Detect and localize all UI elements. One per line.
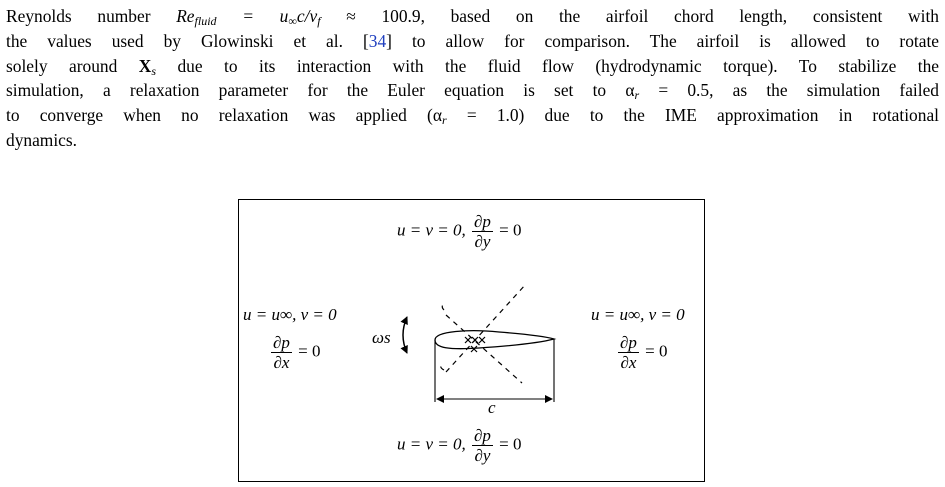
left-pressure-condition: $\frac{\partial p}{\partial x}$ = 0 [273, 333, 321, 372]
citation-link[interactable]: 34 [368, 30, 387, 51]
rotation-speed-label: ωs [372, 328, 391, 347]
top-boundary-condition: u = v = 0, $\frac{\partial p}{\partial y}$ = 0 [397, 212, 522, 251]
paragraph-line-2: the values used by Glowinski et al. [34] to allow for comparison. The airfoil is allowed to rotate [6, 30, 940, 51]
body-paragraph [6, 4, 939, 153]
paragraph-line-4: simulation, a relaxation parameter for the Euler equation is set to $\alpha_r = 0.5$, as the simulation failed [6, 80, 939, 103]
paragraph-line-1: Reynolds number $Re_{fluid} = u_\infty c/\nu_f \approx 100.9$, based on the airfoil chord length, consistent with [6, 6, 939, 28]
right-boundary-condition: u = u∞, v = 0 [591, 305, 685, 324]
center-markers-icon [465, 337, 485, 352]
left-boundary-condition: u = u∞, v = 0 [243, 305, 337, 324]
chord-length-label: c [488, 398, 496, 417]
airfoil-diagram-drawing [239, 200, 704, 481]
paragraph-line-3: solely around $X_s$ due to its interaction with the fluid flow (hydrodynamic torque). To stabilize the [6, 55, 939, 78]
airfoil-domain-figure [238, 199, 705, 482]
paragraph-line-6: dynamics. [6, 129, 77, 150]
bottom-boundary-condition: u = v = 0, $\frac{\partial p}{\partial y}$ = 0 [397, 426, 522, 465]
airfoil-shape [435, 331, 554, 349]
paragraph-line-5: to converge when no relaxation was applied $(\alpha_r = 1.0)$ due to the IME approximation in rotational [6, 105, 939, 128]
rotation-arrow-icon [403, 317, 407, 353]
right-pressure-condition: $\frac{\partial p}{\partial x}$ = 0 [620, 333, 668, 372]
